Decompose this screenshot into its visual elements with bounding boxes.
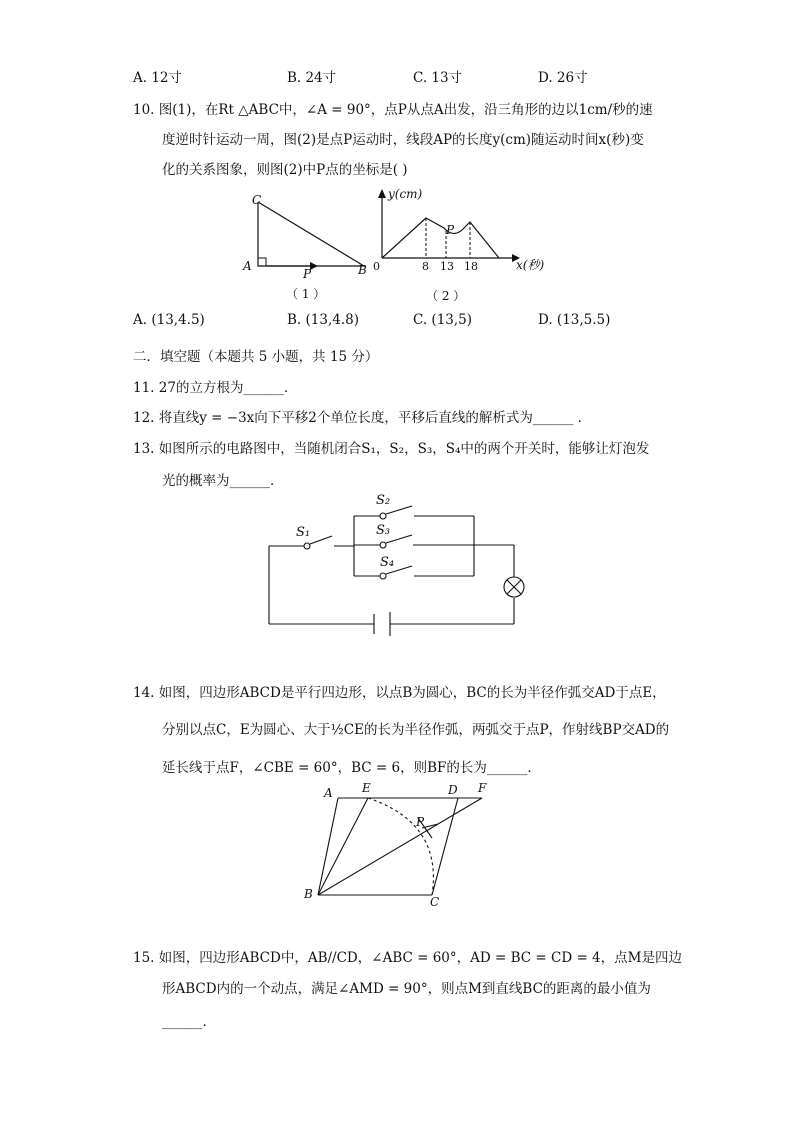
q13-line-1: 13. 如图所示的电路图中，当随机闭合S₁，S₂，S₃，S₄中的两个开关时，能够让灯泡发 — [133, 441, 650, 457]
q10-option-c: C. (13,5) — [413, 312, 473, 328]
fig2-caption: （ 2 ） — [426, 289, 466, 303]
q10-line-3: 化的关系图象，则图(2)中P点的坐标是( ) — [162, 162, 408, 178]
switch-s4-label: S₄ — [380, 555, 395, 570]
label-b: B — [358, 263, 367, 277]
q11-text: 11. 27的立方根为______． — [133, 380, 298, 396]
q14-line-2: 分别以点C，E为圆心、大于½CE的长为半径作弧，两弧交于点P，作射线BP交AD的 — [162, 722, 670, 738]
label-p: P — [303, 267, 312, 281]
q10-option-d: D. (13,5.5) — [538, 312, 611, 328]
q9-option-c: C. 13寸 — [413, 70, 463, 86]
q10-option-b: B. (13,4.8) — [287, 312, 359, 328]
q10-figure-2 — [364, 184, 564, 306]
y-axis-label: y(cm) — [388, 187, 423, 201]
label-b: B — [304, 887, 313, 901]
q10-option-a: A. (13,4.5) — [133, 312, 205, 328]
label-p: P — [416, 815, 425, 829]
x-axis-label: x(秒) — [516, 258, 545, 272]
q10-line-1: 10. 图(1)，在Rt △ABC中，∠A = 90°，点P从点A出发，沿三角形的边以1cm/秒的速 — [133, 102, 653, 118]
label-c: C — [430, 895, 440, 909]
q10-figure-1 — [236, 188, 376, 306]
tick-8: 8 — [422, 260, 429, 273]
label-d: D — [448, 783, 458, 797]
tick-18: 18 — [464, 260, 478, 273]
label-f: F — [478, 781, 487, 795]
q14-line-1: 14. 如图，四边形ABCD是平行四边形，以点B为圆心，BC的长为半径作弧交AD于点E， — [133, 685, 666, 701]
label-a: A — [324, 786, 333, 800]
q12-text: 12. 将直线y = −3x向下平移2个单位长度，平移后直线的解析式为______ ． — [133, 410, 592, 426]
q13-circuit-diagram — [262, 486, 532, 636]
fig1-caption: （ 1 ） — [286, 287, 326, 301]
q9-option-a: A. 12寸 — [133, 70, 183, 86]
q9-option-d: D. 26寸 — [538, 70, 588, 86]
q10-line-2: 度逆时针运动一周，图(2)是点P运动时，线段AP的长度y(cm)随运动时间x(秒)变 — [162, 132, 644, 148]
q14-line-3: 延长线于点F，∠CBE = 60°，BC = 6，则BF的长为______． — [162, 760, 541, 776]
q9-option-b: B. 24寸 — [287, 70, 337, 86]
label-a: A — [243, 259, 252, 273]
tick-13: 13 — [440, 260, 454, 273]
q13-line-2: 光的概率为______． — [162, 473, 284, 489]
switch-s2-label: S₂ — [376, 493, 391, 508]
q14-parallelogram-figure — [298, 778, 498, 910]
label-c: C — [252, 193, 262, 207]
graph-point-p: P — [446, 223, 455, 237]
switch-s1-label: S₁ — [296, 525, 311, 540]
q15-line-1: 15. 如图，四边形ABCD中，AB//CD，∠ABC = 60°，AD = BC = CD = 4，点M是四边 — [133, 950, 682, 966]
label-e: E — [362, 781, 371, 795]
q15-line-2: 形ABCD内的一个动点，满足∠AMD = 90°，则点M到直线BC的距离的最小值为 — [162, 981, 651, 997]
switch-s3-label: S₃ — [376, 523, 391, 538]
q15-line-3: ______． — [162, 1014, 216, 1030]
origin-label: 0 — [373, 260, 380, 273]
section-2-heading: 二．填空题（本题共 5 小题，共 15 分） — [133, 349, 379, 365]
